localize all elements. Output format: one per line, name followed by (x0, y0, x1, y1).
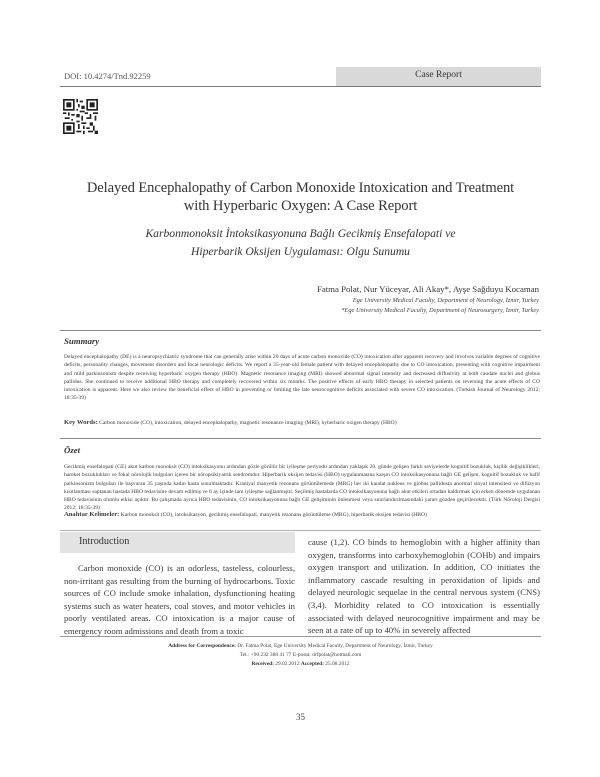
summary-keywords-text: Carbon monoxide (CO), intoxication, delayed encephalopathy, magnetic resonance imaging (MRI), hyberbaric oxigen therapy (HBO) (99, 420, 397, 426)
accepted-date: 25.08.2012 (325, 661, 350, 667)
ozet-keywords-text: Karbon monoksit (CO), intoksikasyon, gecikmiş ensefalopati, manyetik rezonans görüntüleme (MRG), hiperbarik oksijen tedavisi (HBO) (120, 512, 427, 518)
ozet-top-rule (60, 438, 541, 439)
correspondence-address (60, 643, 541, 649)
ozet-text: Gecikmiş ensefalopati (GE) akut karbon monoksit (CO) intoksikasyonu ardından gözle görülür bir iyileşme periyodu ardından yaklaşık 20. günde gelişen farklı seviyelerde kognitif bozukluk, kişilik değişiklikleri, hareket bozuklukları ve fokal nörolojik bulguları içeren bir nöropsikiyatrik sendromdur. Hiperbarik oksijen tedavisi (HBO) uygulanmasına karşın CO intoksikasyonuna bağlı GE gelişen, kognitif bozukluk ve hafif parkinsonizm bulguları ile başvuran 35 yaşında kadın hasta sunulmaktadır. Kraniyal manyetik rezonans görüntülemede (MRG) her iki kaudat nukleus ve globus pallidusta anormal sinyal intensitesi ve difüzyon kısıtlanması saptanan hastada HBO tedavisine devam edilmiş ve 6 ay içinde tam iyileşme sağlanmıştır. Seçilmiş hastalarda CO intoksikasyonuna bağlı akut etkileri ortadan kaldırmak için erken dönemde uygulanan HBO tedavisinin olumlu etkisi açıktır. Bu çalışmada ayrıca HBO tedavisinin, CO intoksikasyonuna bağlı GE gelişiminin önlenmesi veya sınırlandırılmasındaki yararı gözden geçirilecektir. (Türk Nöroloji Dergisi 2012; 18:35-39) (64, 464, 540, 512)
author-list: Fatma Polat, Nur Yüceyar, Ali Akay*, Ayşe Sağduyu Kocaman (316, 284, 539, 294)
received-date: 29.02.2012 (275, 661, 300, 667)
affiliation-1: Ege University Medical Faculty, Department of Neurology, İzmir, Turkey (352, 297, 539, 304)
body-top-rule (60, 530, 541, 531)
article-type-label: Case Report (415, 70, 462, 80)
article-title (60, 179, 541, 215)
introduction-heading: Introduction (79, 536, 130, 547)
doi-text: DOI: 10.4274/Tnd.92259 (64, 71, 151, 81)
article-title-line1: Delayed Encephalopathy of Carbon Monoxide Intoxication and Treatment (86, 180, 515, 196)
summary-keywords-label: Key Words: (64, 419, 98, 426)
affiliation-2: *Ege University Medical Faculty, Department of Neurosurgery, İzmir, Turkey (341, 307, 539, 314)
correspondence-rule (60, 636, 541, 637)
correspondence-dates (60, 661, 541, 667)
turkish-title-line2: Hiperbarik Oksijen Uygulaması: Olgu Sunumu (191, 245, 410, 258)
correspondence-address-text: Dr. Fatma Polat, Ege University Medical Faculty, Department of Neurology, İzmir, Turkey (237, 643, 433, 649)
correspondence-contact: Tel.: +90 232 388 41 77 E-posta: drfpolat@hotmail.com (239, 652, 362, 658)
turkish-title (60, 225, 541, 261)
header-rule (60, 86, 541, 87)
ozet-heading: Özet (64, 445, 81, 455)
summary-keywords (64, 419, 540, 427)
summary-top-rule (60, 330, 541, 331)
introduction-right-column: cause (1,2). CO binds to hemoglobin with a higher affinity than oxygen, transforms into carboxyhemoglobin (COHb) and impairs oxygen transport and utilization. In addition, CO initiates the inflammatory cascade resulting in peroxidation of lipids and delayed neurologic sequelae in the central nervous system (CNS) (3,4). Morbidity related to CO intoxication is essentially associated with delayed neurocognitive impairment and may be seen at a rate of up to 40% in severely affected (308, 537, 540, 636)
introduction-left-column: Carbon monoxide (CO) is an odorless, tasteless, colourless, non-irritant gas resulting from the burning of hydrocarbons. Toxic sources of CO include smoke inhalation, dysfunctioning heating systems such as water heaters, coal stoves, and motor vehicles in poorly ventilated areas. CO intoxication is a major cause of emergency room admissions and death from a toxic (64, 563, 295, 636)
article-title-line2: with Hyperbaric Oxygen: A Case Report (183, 198, 418, 214)
correspondence-label: Address for Correspondence: (168, 643, 236, 649)
accepted-label: Accepted: (300, 661, 324, 667)
summary-text: Delayed encephalopathy (DE) is a neuropsychiatric syndrome that can generally arise within 20 days of acute carbon monoxide (CO) intoxication after apparent recovery and involves variable degrees of cognitive deficits, personality changes, movement disorders and focal neurologic deficits. We report a 35-year-old female patient with delayed encephalopathy due to CO intoxication, presenting with cognitive impairment and mild parkinsonism despite receiving hyperbaric oxygen therapy (HBO). Magnetic resonance imaging (MRI) showed abnormal signal intensity and decreased diffusivity at both caudate nuclei and globus pallidus. She continued to receive additional HBO therapy and completely recovered within six months. The positive effects of early HBO therapy in selected patients on reversing the acute effects of CO intoxication is apparent. Here we also review the beneficial effect of HBO in preventing or limiting the late neurocognitive deficits associated with severe CO intoxication. (Turkish Journal of Neurology 2012; 18:35-39) (64, 354, 540, 402)
received-label: Received: (251, 661, 274, 667)
summary-heading: Summary (64, 336, 100, 346)
turkish-title-line1: Karbonmonoksit İntoksikasyonuna Bağlı Gecikmiş Ensefalopati ve (145, 227, 456, 240)
ozet-keywords-label: Anahtar Kelimeler: (64, 511, 120, 518)
qr-code-icon (63, 99, 98, 134)
page-number: 35 (296, 712, 305, 722)
ozet-keywords (64, 511, 540, 519)
